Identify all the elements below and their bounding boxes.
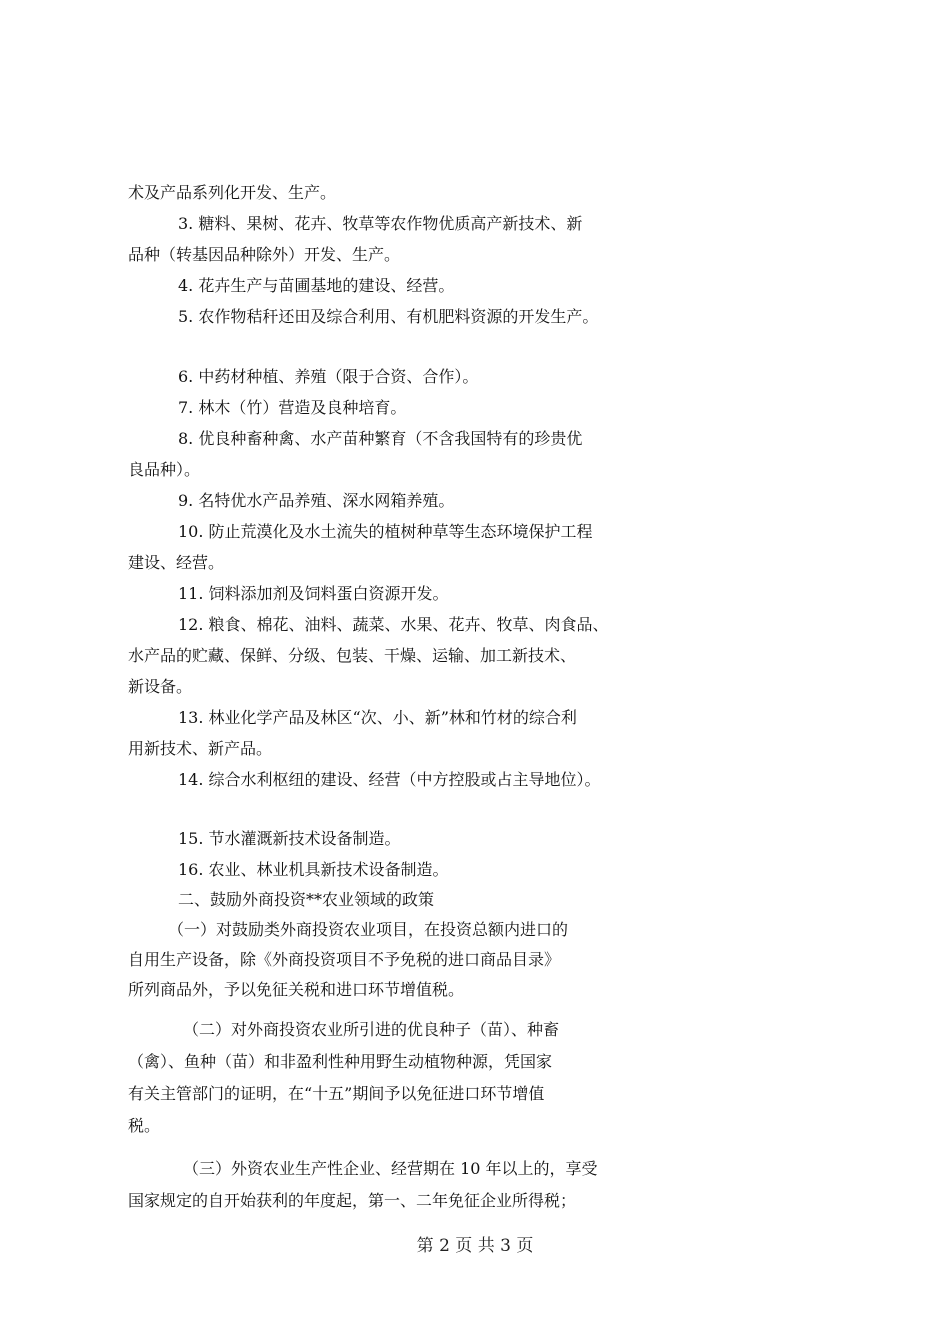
section-heading: 二、鼓励外商投资**农业领域的政策 [178,890,435,909]
text-line: 良品种）。 [128,460,201,479]
text-line: 税。 [128,1116,161,1135]
text-line: 11. 饲料添加剂及饲料蛋白资源开发。 [178,584,449,603]
text-line: 建设、经营。 [128,553,225,572]
text-line: 3. 糖料、果树、花卉、牧草等农作物优质高产新技术、新 [178,214,583,233]
text-line: 6. 中药材种植、养殖（限于合资、合作）。 [178,367,479,386]
text-line: 4. 花卉生产与苗圃基地的建设、经营。 [178,276,455,295]
text-line: 7. 林木（竹）营造及良种培育。 [178,398,407,417]
text-line: 13. 林业化学产品及林区“次、小、新”林和竹材的综合利 [178,708,577,727]
page-footer: 第 2 页 共 3 页 [416,1236,534,1256]
text-line: 品种（转基因品种除外）开发、生产。 [128,245,401,264]
text-line: 所列商品外，予以免征关税和进口环节增值税。 [128,980,465,999]
text-line: （禽）、鱼种（苗）和非盈利性种用野生动植物种源，凭国家 [128,1052,553,1071]
text-line: 10. 防止荒漠化及水土流失的植树种草等生态环境保护工程 [178,522,593,541]
text-line: 自用生产设备，除《外商投资项目不予免税的进口商品目录》 [128,950,561,969]
text-line: 有关主管部门的证明，在“十五”期间予以免征进口环节增值 [128,1084,545,1103]
text-line: 15. 节水灌溉新技术设备制造。 [178,829,401,848]
text-line: 国家规定的自开始获利的年度起，第一、二年免征企业所得税； [128,1191,577,1210]
text-line: 新设备。 [128,677,193,696]
text-line: 5. 农作物秸秆还田及综合利用、有机肥料资源的开发生产。 [178,307,599,326]
text-line: 16. 农业、林业机具新技术设备制造。 [178,860,449,879]
text-line: 用新技术、新产品。 [128,739,273,758]
text-line: 14. 综合水利枢纽的建设、经营（中方控股或占主导地位）。 [178,770,601,789]
text-line: 水产品的贮藏、保鲜、分级、包装、干燥、运输、加工新技术、 [128,646,577,665]
text-line: （三）外资农业生产性企业、经营期在 10 年以上的，享受 [183,1159,598,1178]
text-line: 术及产品系列化开发、生产。 [128,183,337,202]
text-line: （二）对外商投资农业所引进的优良种子（苗）、种畜 [183,1020,560,1039]
text-line: 8. 优良种畜种禽、水产苗种繁育（不含我国特有的珍贵优 [178,429,583,448]
text-line: （一）对鼓励类外商投资农业项目，在投资总额内进口的 [168,920,569,939]
text-line: 12. 粮食、棉花、油料、蔬菜、水果、花卉、牧草、肉食品、 [178,615,609,634]
text-line: 9. 名特优水产品养殖、深水网箱养殖。 [178,491,455,510]
